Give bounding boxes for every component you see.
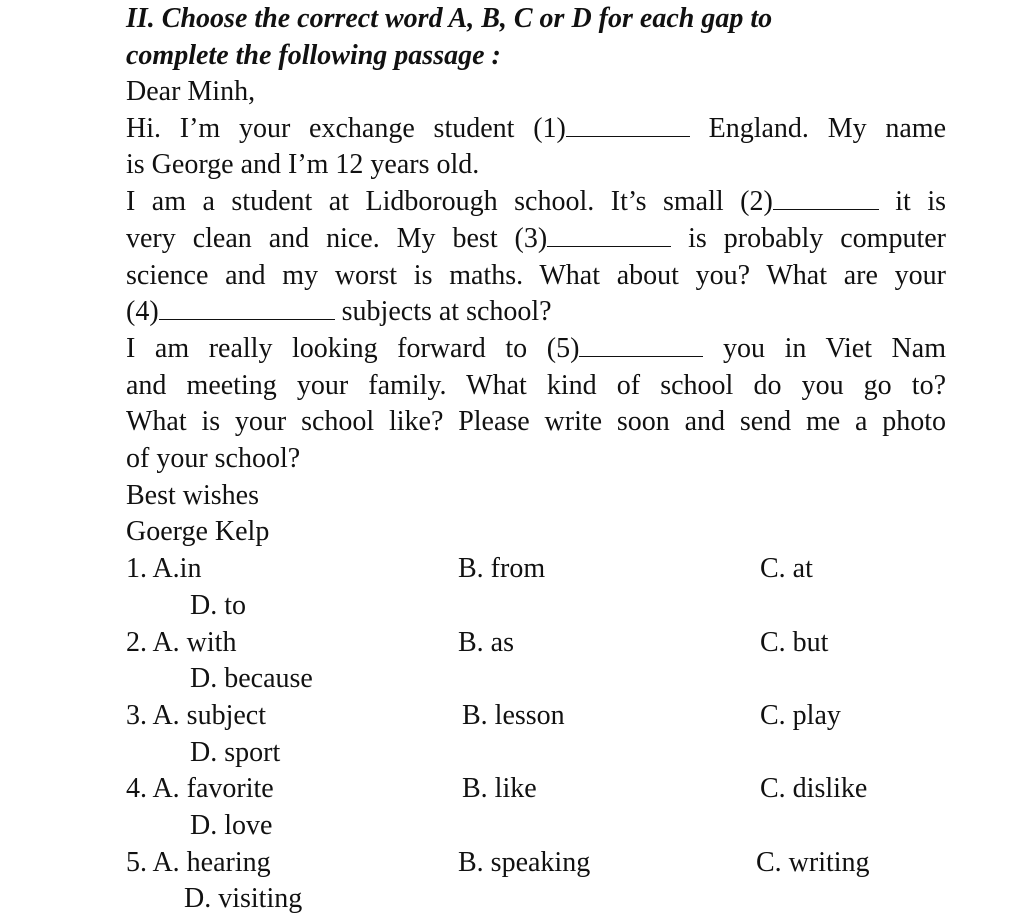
letter-line-6 (126, 294, 946, 331)
option-b: B. lesson (462, 699, 565, 731)
option-c: C. but (760, 626, 829, 658)
option-c: C. dislike (760, 773, 868, 805)
gap-5 (579, 334, 703, 357)
option-a: 1. A.in (126, 553, 202, 585)
letter-closing: Best wishes (126, 479, 259, 511)
letter-line-10: of your school? (126, 443, 301, 475)
letter-text: is probably computer (671, 222, 946, 254)
option-b: B. from (458, 553, 546, 585)
gap-1 (566, 114, 690, 137)
question-1 (126, 551, 946, 624)
option-c: C. play (760, 699, 841, 731)
letter-line-5: science and my worst is maths. What about you? What are your (126, 259, 946, 291)
option-b: B. speaking (458, 846, 591, 878)
question-2 (126, 625, 946, 698)
exercise-page (126, 0, 946, 918)
question-3 (126, 698, 946, 771)
letter-text: Hi. I’m your exchange student (1) (126, 112, 566, 144)
letter-text: (4) (126, 296, 159, 328)
option-b: B. as (458, 626, 514, 658)
option-d: D. sport (190, 736, 281, 768)
gap-3 (547, 224, 671, 247)
gap-2 (773, 187, 879, 210)
option-d: D. because (190, 663, 313, 695)
question-4 (126, 771, 946, 844)
letter-signature: Goerge Kelp (126, 516, 270, 548)
letter-text: England. My name (689, 112, 946, 144)
letter-line-7 (126, 331, 946, 368)
option-a: 4. A. favorite (126, 773, 274, 805)
letter-line-4 (126, 221, 946, 258)
exercise-heading-line-2: complete the following passage : (126, 40, 501, 71)
letter-line-3 (126, 184, 946, 221)
letter-text: very clean and nice. My best (3) (126, 222, 548, 254)
option-a: 3. A. subject (126, 699, 266, 731)
letter-text: I am really looking forward to (5) (126, 332, 580, 364)
gap-4 (159, 297, 335, 320)
exercise-heading-line-1: II. Choose the correct word A, B, C or D for each gap to (126, 3, 773, 34)
letter-line-2: is George and I’m 12 years old. (126, 149, 480, 181)
letter-greeting: Dear Minh, (126, 76, 256, 107)
option-c: C. writing (756, 846, 870, 878)
option-d: D. to (190, 589, 246, 621)
letter-line-8: and meeting your family. What kind of school do you go to? (126, 369, 946, 401)
option-a: 2. A. with (126, 626, 237, 658)
question-5 (126, 845, 946, 918)
letter-text: subjects at school? (334, 296, 552, 328)
letter-line-9: What is your school like? Please write soon and send me a photo (126, 406, 946, 438)
option-a: 5. A. hearing (126, 846, 271, 878)
option-c: C. at (760, 553, 813, 585)
option-d: D. love (190, 809, 273, 841)
letter-line-1 (126, 111, 946, 148)
option-d: D. visiting (184, 883, 303, 915)
letter-text: I am a student at Lidborough school. It’s small (2) (126, 186, 773, 218)
option-b: B. like (462, 773, 537, 805)
letter-text: you in Viet Nam (703, 332, 946, 364)
letter-text: it is (878, 186, 946, 218)
